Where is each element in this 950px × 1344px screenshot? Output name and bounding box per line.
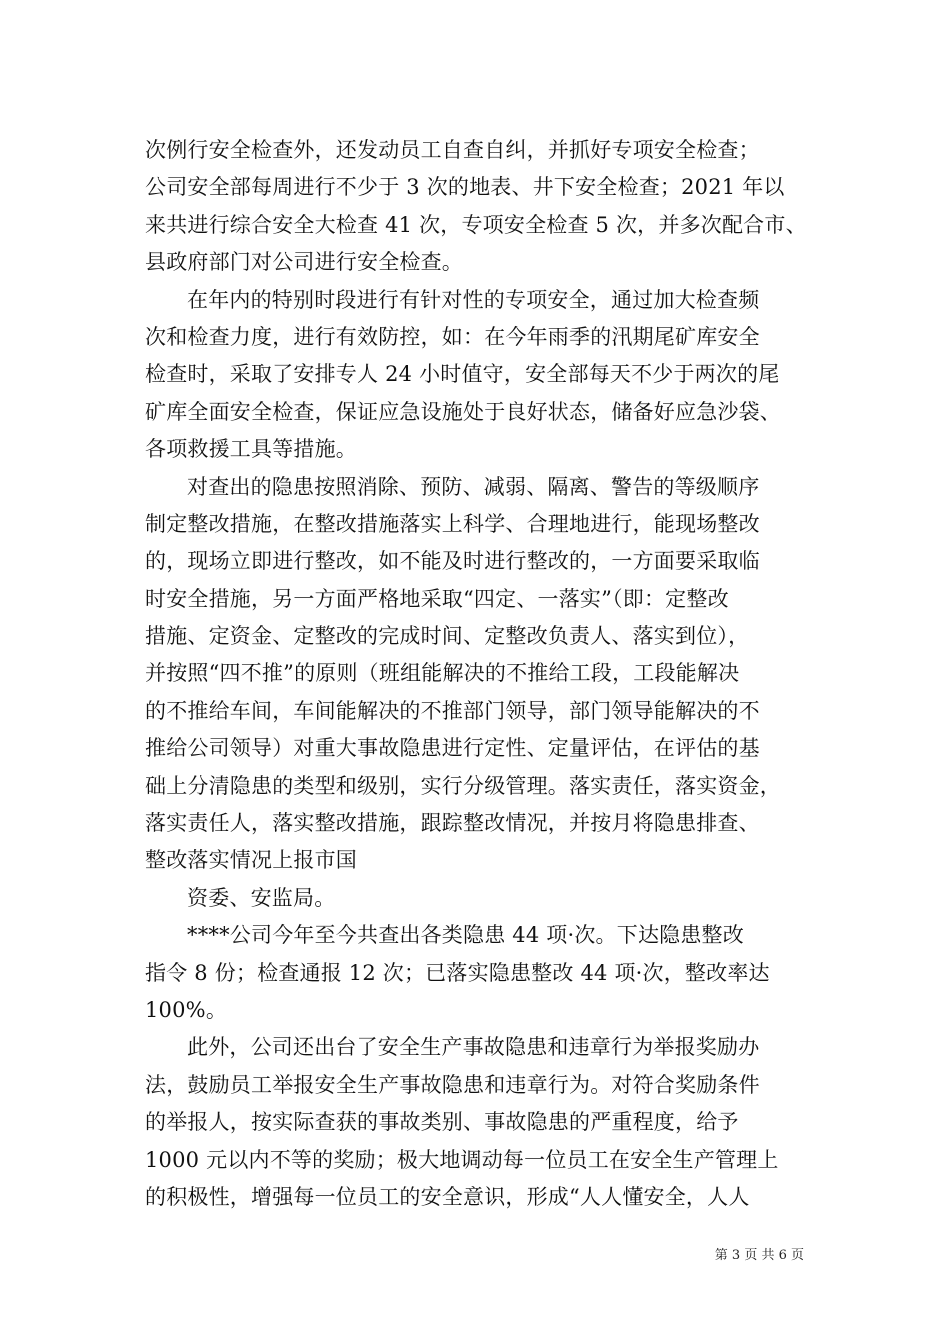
text-line: ****公司今年至今共查出各类隐患 44 项·次。下达隐患整改 [187,923,744,948]
text-line: 落实责任人，落实整改措施，跟踪整改情况，并按月将隐患排查、 [145,811,760,836]
document-body [145,132,825,1216]
text-line: 的积极性，增强每一位员工的安全意识，形成“人人懂安全，人人 [145,1184,750,1209]
text-line: 来共进行综合安全大检查 41 次，专项安全检查 5 次，并多次配合市、 [145,212,807,237]
text-line: 检查时，采取了安排专人 24 小时值守，安全部每天不少于两次的尾 [145,362,780,387]
text-line: 此外，公司还出台了安全生产事故隐患和违章行为举报奖励办 [187,1035,760,1060]
text-line: 矿库全面安全检查，保证应急设施处于良好状态，储备好应急沙袋、 [145,399,781,424]
text-line: 础上分清隐患的类型和级别，实行分级管理。落实责任，落实资金， [145,773,781,798]
text-line: 县政府部门对公司进行安全检查。 [145,250,463,275]
text-line: 资委、安监局。 [187,885,336,910]
text-line: 推给公司领导）对重大事故隐患进行定性、定量评估，在评估的基 [145,736,760,761]
text-line: 100%。 [145,997,228,1022]
page-number: 第 3 页 共 6 页 [714,1248,804,1263]
text-line: 的，现场立即进行整改，如不能及时进行整改的，一方面要采取临 [145,549,760,574]
text-line: 的举报人，按实际查获的事故类别、事故隐患的严重程度，给予 [145,1110,739,1135]
text-line: 法，鼓励员工举报安全生产事故隐患和违章行为。对符合奖励条件 [145,1072,760,1097]
text-line: 次例行安全检查外，还发动员工自查自纠，并抓好专项安全检查； [145,138,760,162]
text-line: 制定整改措施，在整改措施落实上科学、合理地进行，能现场整改 [145,511,760,536]
text-line: 指令 8 份；检查通报 12 次；已落实隐患整改 44 项·次，整改率达 [145,960,770,985]
text-line: 并按照“四不推”的原则（班组能解决的不推给工段，工段能解决 [145,661,740,686]
text-line: 公司安全部每周进行不少于 3 次的地表、井下安全检查；2021 年以 [145,175,785,200]
text-line: 的不推给车间，车间能解决的不推部门领导，部门领导能解决的不 [145,698,760,723]
text-line: 时安全措施，另一方面严格地采取“四定、一落实”（即：定整改 [145,586,729,611]
text-line: 次和检查力度，进行有效防控，如：在今年雨季的汛期尾矿库安全 [145,324,760,349]
text-line: 1000 元以内不等的奖励；极大地调动每一位员工在安全生产管理上 [145,1147,779,1172]
text-line: 在年内的特别时段进行有针对性的专项安全，通过加大检查频 [187,287,760,312]
text-line: 整改落实情况上报市国 [145,848,357,873]
text-line: 措施、定资金、定整改的完成时间、定整改负责人、落实到位）， [145,624,750,649]
text-line: 各项救援工具等措施。 [145,437,357,462]
text-line: 对查出的隐患按照消除、预防、减弱、隔离、警告的等级顺序 [187,474,760,499]
